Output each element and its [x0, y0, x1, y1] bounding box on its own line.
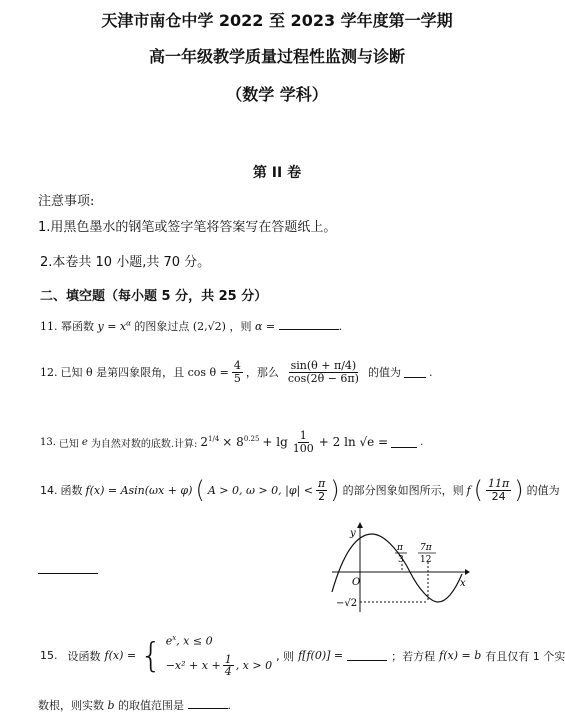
q14-text-a: 函数 [60, 484, 83, 497]
q15-line2: 数根，则实数 b 的取值范围是 . [38, 699, 232, 712]
y-axis-label: y [350, 528, 356, 539]
question-11: 11. 幂函数 $y = x^\alpha$ 的图象过点 (2,√2) ，则 α = . [40, 319, 343, 333]
q15-eq: f(x) = b [439, 649, 482, 663]
q15-line2-text: 数根，则实数 [38, 699, 104, 712]
q12-frac-numerator: 4 [233, 359, 241, 372]
q14-text-c: 的值为 [526, 484, 560, 497]
q15-case2: −x² + x + $\frac{1}{4}$ , x > 0 [165, 652, 273, 679]
q15-text-c: ；若方程 [391, 649, 436, 663]
q15-text-e: 的取值范围是 [118, 699, 185, 712]
q15-ffz: f[f(0)] = [298, 649, 344, 663]
q13-expr-b: × 8 [222, 435, 244, 450]
x-axis-arrow [465, 569, 470, 575]
q13-exp2: 0.25 [243, 435, 260, 444]
q13-number: 13. [40, 436, 56, 448]
q13-frac-numerator: 1 [299, 429, 307, 442]
q14-number: 14. [40, 483, 58, 497]
q11-text-b: 的图象过点 [134, 320, 190, 333]
q13-exp1: 1/4 [208, 435, 220, 444]
question-15 [40, 634, 565, 678]
q15-number: 15. [40, 649, 58, 663]
question-14: 14. 函数 f(x) = Asin(ωx + φ) ( A > 0, ω > 0, |φ| < $\frac{\pi}{2}$ ) 的部分图象如图所示，则 f ( $\frac{11\pi}{24}$ ) 的值为 [40, 476, 560, 504]
q15-answer-blank-1[interactable] [347, 650, 387, 661]
exam-title-line2: 高一年级教学质量过程性监测与诊断 [148, 47, 405, 66]
volume-label: 第 II 卷 [252, 165, 302, 181]
exam-title-subject: （数学 学科） [226, 85, 328, 104]
q15-cases [166, 634, 272, 678]
q11-var: α = [254, 320, 276, 333]
q11-text-a: 幂函数 [61, 320, 94, 333]
section-heading: 二、填空题（每小题 5 分，共 25 分） [40, 289, 268, 304]
q15-b: b [107, 699, 115, 712]
q14-sine-graph [330, 520, 470, 615]
q13-expr-c: + lg [262, 435, 288, 450]
notes-item-1: 1.用黑色墨水的钢笔或签字笔将答案写在答题纸上。 [38, 220, 337, 235]
q12-text-b: ，那么 [245, 366, 279, 380]
q13-frac-denominator: 100 [292, 441, 314, 455]
q12-expr-denominator: cos(2θ − 6π) [287, 371, 359, 385]
q15-answer-blank-2[interactable] [188, 698, 228, 709]
q12-number: 12. [40, 365, 58, 379]
q15-fx: f(x) = [104, 649, 137, 663]
tick1-denominator: 3 [398, 555, 404, 565]
q14-arg-denominator: 24 [491, 489, 506, 503]
q15-text-b: , 则 [276, 649, 295, 663]
notes-item-2: 2.本卷共 10 小题,共 70 分。 [40, 255, 211, 270]
question-12: 12. 已知 θ 是第四象限角，且 cos θ = $\frac{4}{5}$ ，那么 $\frac{\sin(\theta + \pi/4)}{\cos(2\theta - 6\pi)}$ 的值为 . [40, 359, 433, 385]
q15-text-d: 有且仅有 1 个实 [485, 649, 565, 663]
origin-label: O [352, 577, 361, 588]
q11-text-c: ，则 [229, 320, 252, 333]
q13-expr-a: 2 [200, 435, 209, 450]
q14-answer-blank[interactable] [38, 573, 98, 574]
tick1-numerator: π [397, 543, 403, 553]
q14-paren-open: ( [195, 476, 205, 504]
notes-label: 注意事项: [38, 194, 95, 209]
q11-number: 11. [40, 320, 58, 333]
q15-text-a: 设函数 [67, 649, 101, 663]
q13-e: e [81, 436, 88, 448]
tick2-denominator: 12 [420, 555, 432, 565]
q11-exp: α [126, 319, 131, 328]
x-axis-label: x [460, 578, 466, 589]
q12-answer-blank[interactable] [404, 367, 426, 378]
q14-f: f [466, 483, 471, 497]
q12-expression [286, 360, 361, 384]
q14-arg-fraction [486, 478, 511, 502]
y-axis-arrow [357, 522, 363, 528]
q14-pi-denominator: 2 [318, 489, 326, 503]
q11-point: (2,√2) [192, 320, 226, 333]
q13-expr-d: + 2 ln √e = [318, 435, 389, 450]
q13-text-a: 已知 [58, 438, 79, 450]
q14-pi-numerator: π [317, 476, 326, 490]
q14-text-b: 的部分图象如图所示，则 [342, 484, 464, 497]
q12-text-a: 已知 θ 是第四象限角，且 cos θ = [60, 366, 229, 380]
q12-text-c: 的值为 [367, 366, 401, 380]
q14-func: f(x) = Asin(ωx + φ) [85, 483, 193, 497]
q12-frac-denominator: 5 [233, 371, 241, 385]
q13-answer-blank[interactable] [391, 437, 417, 448]
q11-answer-blank[interactable] [279, 319, 339, 330]
q14-pi-fraction [316, 478, 327, 502]
q13-fraction [291, 430, 316, 454]
q14-arg-numerator: 11π [488, 476, 510, 490]
q14-paren-close: ) [330, 476, 340, 504]
min-label: −√2 [336, 598, 358, 609]
q11-expr: y = x [97, 320, 127, 333]
q14-condition: A > 0, ω > 0, |φ| < [207, 483, 313, 497]
q12-expr-numerator: sin(θ + π/4) [290, 359, 357, 372]
exam-title-line1: 天津市南仓中学 2022 至 2023 学年度第一学期 [101, 11, 453, 30]
q15-case1: $e^x$, x ≤ 0 [165, 634, 213, 648]
question-13: 13. 已知 e 为自然对数的底数.计算: $2^{1/4}$ × $8^{0.25}$ + lg $\frac{1}{100}$ + 2 ln √e = . [40, 429, 424, 455]
q13-text-b: 为自然对数的底数.计算: [90, 438, 198, 450]
q15-brace: { [140, 635, 162, 676]
q12-fraction [232, 360, 243, 384]
tick2-numerator: 7π [420, 543, 432, 553]
